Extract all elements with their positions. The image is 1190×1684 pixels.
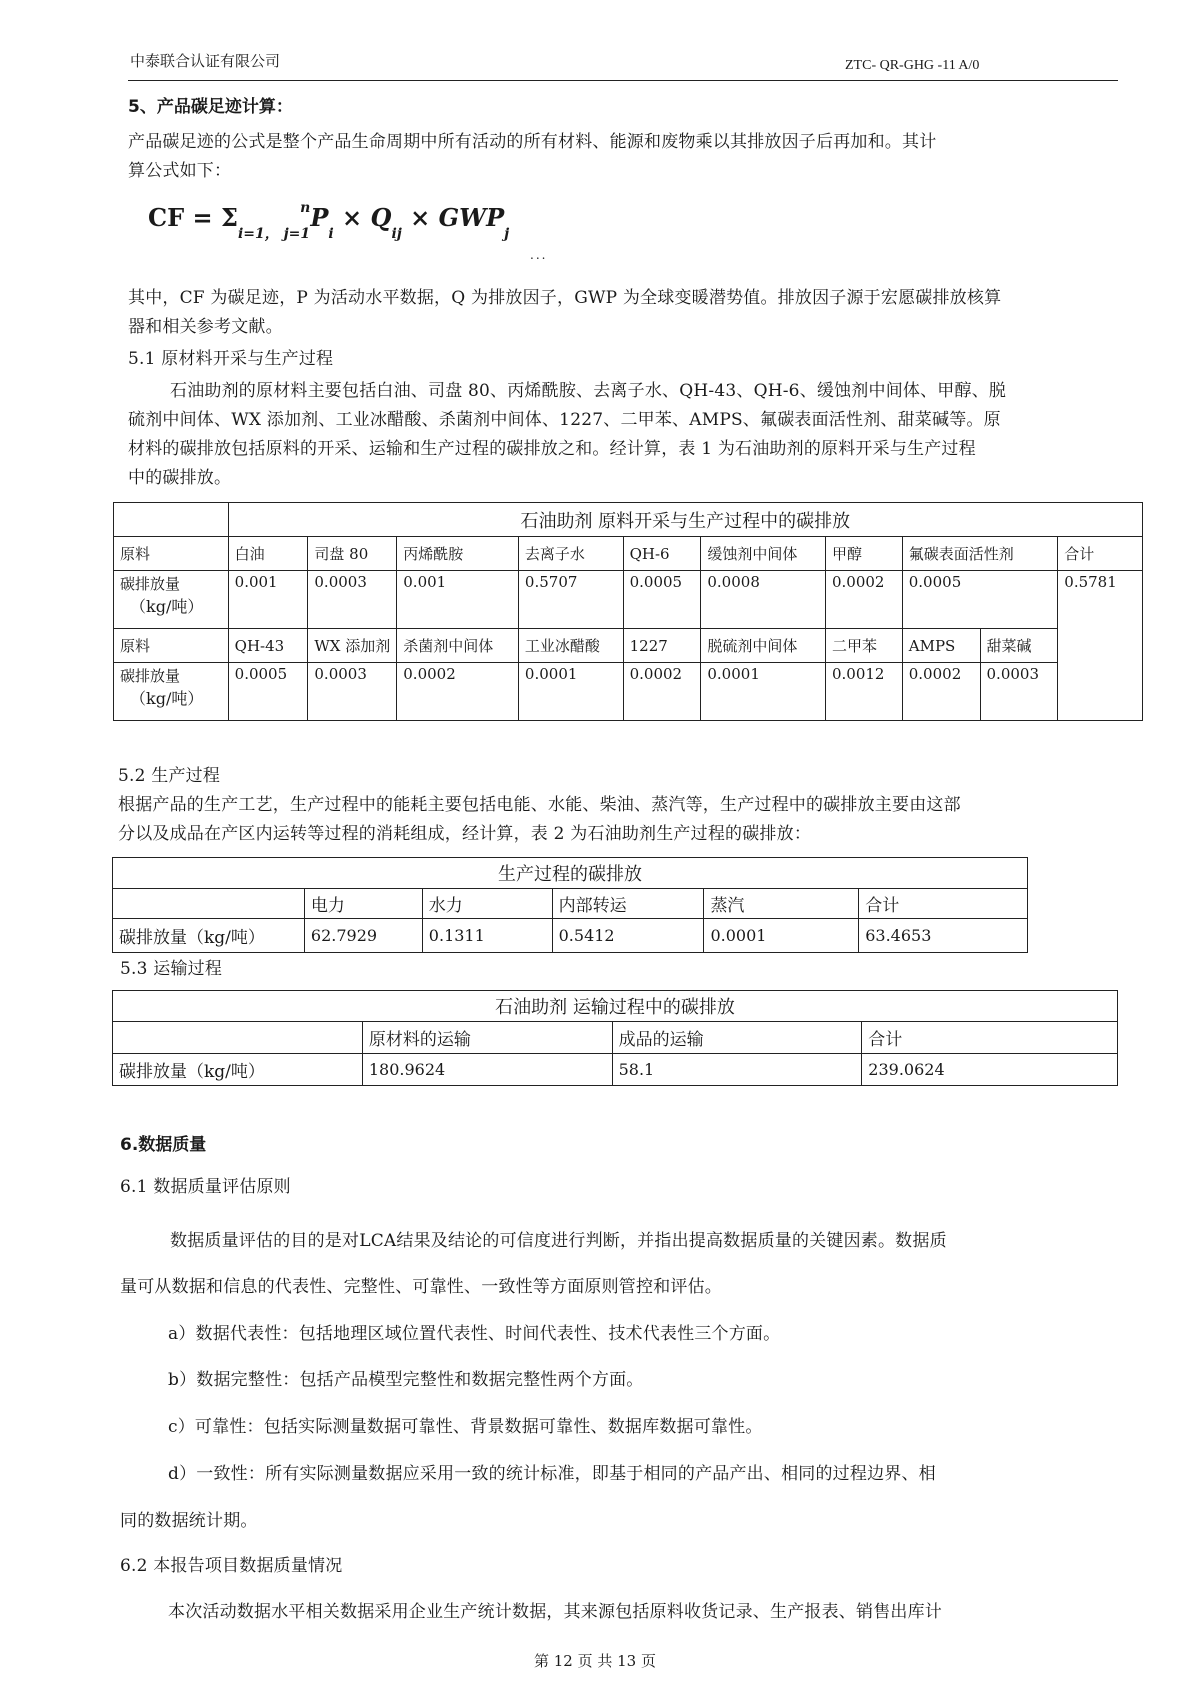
- table1-material: 甲醇: [825, 537, 902, 571]
- quality-item-a: a）数据代表性：包括地理区域位置代表性、时间代表性、技术代表性三个方面。: [168, 1324, 781, 1344]
- table3-header: 原材料的运输: [362, 1022, 612, 1054]
- quality-item-d-line2: 同的数据统计期。: [120, 1511, 258, 1531]
- table1-material: 司盘 80: [308, 537, 397, 571]
- table1-emission-label: 碳排放量 （kg/吨）: [114, 571, 229, 629]
- table1-title: 石油助剂 原料开采与生产过程中的碳排放: [228, 503, 1142, 537]
- table2-value: 0.0001: [704, 919, 859, 953]
- table3-value: 180.9624: [362, 1054, 612, 1086]
- table1-total-value: 0.5781: [1058, 571, 1143, 721]
- section51-line1: 石油助剂的原材料主要包括白油、司盘 80、丙烯酰胺、去离子水、QH-43、QH-6、缓蚀剂中间体、甲醇、脱: [170, 381, 1007, 401]
- table1-value: 0.0005: [902, 571, 1058, 629]
- table2-row-label: 碳排放量（kg/吨）: [113, 919, 305, 953]
- table1-material: 白油: [228, 537, 308, 571]
- section52-line2: 分以及成品在产区内运转等过程的消耗组成，经计算，表 2 为石油助剂生产过程的碳排放：: [118, 824, 812, 844]
- table1-value: 0.0003: [308, 571, 397, 629]
- formula-explain-line2: 器和相关参考文献。: [128, 317, 283, 337]
- section52-line1: 根据产品的生产工艺，生产过程中的能耗主要包括电能、水能、柴油、蒸汽等，生产过程中的碳排放主要由这部: [118, 795, 961, 815]
- section62-line1: 本次活动数据水平相关数据采用企业生产统计数据，其来源包括原料收货记录、生产报表、销售出库计: [168, 1602, 942, 1622]
- page-number: 第 12 页 共 13 页: [533, 1652, 656, 1670]
- table2-value: 0.1311: [422, 919, 552, 953]
- table3-header: 合计: [862, 1022, 1118, 1054]
- table1-value: 0.0001: [518, 663, 623, 721]
- formula-dots: ...: [530, 248, 548, 262]
- document-code: ZTC- QR-GHG -11 A/0: [845, 58, 980, 73]
- company-name: 中泰联合认证有限公司: [130, 52, 281, 70]
- table1-material: AMPS: [902, 629, 980, 663]
- table1-value: 0.5707: [518, 571, 623, 629]
- table1-value: 0.0003: [980, 663, 1058, 721]
- table1-material: 去离子水: [518, 537, 623, 571]
- table1-material: 二甲苯: [825, 629, 902, 663]
- table1-material: 丙烯酰胺: [397, 537, 519, 571]
- section61-title: 6.1 数据质量评估原则: [120, 1177, 291, 1197]
- table1-material: 氟碳表面活性剂: [902, 537, 1058, 571]
- table1-material: 工业冰醋酸: [518, 629, 623, 663]
- table2-header: 蒸汽: [704, 889, 859, 919]
- table1-material: WX 添加剂: [308, 629, 397, 663]
- table1-value: 0.0012: [825, 663, 902, 721]
- table1-emission-label: 碳排放量 （kg/吨）: [114, 663, 229, 721]
- table3-title: 石油助剂 运输过程中的碳排放: [113, 991, 1118, 1022]
- table2-title: 生产过程的碳排放: [113, 858, 1028, 889]
- table-raw-material-emissions: [113, 502, 1143, 721]
- table1-value: 0.0002: [623, 663, 701, 721]
- table2-header: 合计: [859, 889, 1028, 919]
- table3-row-label: 碳排放量（kg/吨）: [113, 1054, 363, 1086]
- table3-value: 239.0624: [862, 1054, 1118, 1086]
- section5-intro-line1: 产品碳足迹的公式是整个产品生命周期中所有活动的所有材料、能源和废物乘以其排放因子后再加和。其计: [128, 132, 937, 152]
- table2-header: 电力: [304, 889, 422, 919]
- table1-material: 1227: [623, 629, 701, 663]
- quality-item-d-line1: d）一致性：所有实际测量数据应采用一致的统计标准，即基于相同的产品产出、相同的过程边界、相: [168, 1464, 936, 1484]
- table1-value: 0.001: [397, 571, 519, 629]
- table1-value: 0.001: [228, 571, 308, 629]
- table1-value: 0.0005: [623, 571, 701, 629]
- section51-line4: 中的碳排放。: [128, 468, 232, 488]
- section51-title: 5.1 原材料开采与生产过程: [128, 349, 334, 369]
- table1-value: 0.0001: [701, 663, 826, 721]
- table-production-emissions: [112, 857, 1028, 953]
- table2-header: 水力: [422, 889, 552, 919]
- table1-value: 0.0002: [397, 663, 519, 721]
- section52-title: 5.2 生产过程: [118, 766, 221, 786]
- table1-value: 0.0008: [701, 571, 826, 629]
- table1-value: 0.0002: [902, 663, 980, 721]
- quality-item-b: b）数据完整性：包括产品模型完整性和数据完整性两个方面。: [168, 1370, 644, 1390]
- table1-material-label: 原料: [114, 537, 229, 571]
- section5-title: 5、产品碳足迹计算：: [128, 97, 293, 117]
- table1-material: 缓蚀剂中间体: [701, 537, 826, 571]
- table1-material-label: 原料: [114, 629, 229, 663]
- table-transport-emissions: [112, 990, 1118, 1086]
- table1-value: 0.0003: [308, 663, 397, 721]
- formula-explain-line1: 其中，CF 为碳足迹，P 为活动水平数据，Q 为排放因子，GWP 为全球变暖潜势值。排放因子源于宏愿碳排放核算: [128, 288, 1002, 308]
- table2-value: 0.5412: [552, 919, 704, 953]
- quality-item-c: c）可靠性：包括实际测量数据可靠性、背景数据可靠性、数据库数据可靠性。: [168, 1417, 763, 1437]
- section53-title: 5.3 运输过程: [120, 959, 223, 979]
- table1-material: QH-43: [228, 629, 308, 663]
- table1-material: 脱硫剂中间体: [701, 629, 826, 663]
- section51-line2: 硫剂中间体、WX 添加剂、工业冰醋酸、杀菌剂中间体、1227、二甲苯、AMPS、氟碳表面活性剂、甜菜碱等。原: [128, 410, 1001, 430]
- section62-title: 6.2 本报告项目数据质量情况: [120, 1556, 343, 1576]
- section61-line1: 数据质量评估的目的是对LCA结果及结论的可信度进行判断，并指出提高数据质量的关键因素。数据质: [170, 1231, 947, 1251]
- table2-value: 62.7929: [304, 919, 422, 953]
- table1-value: 0.0002: [825, 571, 902, 629]
- table1-material: 甜菜碱: [980, 629, 1058, 663]
- table2-header: 内部转运: [552, 889, 704, 919]
- table1-value: 0.0005: [228, 663, 308, 721]
- table2-value: 63.4653: [859, 919, 1028, 953]
- section51-line3: 材料的碳排放包括原料的开采、运输和生产过程的碳排放之和。经计算，表 1 为石油助剂的原料开采与生产过程: [128, 439, 976, 459]
- section61-line2: 量可从数据和信息的代表性、完整性、可靠性、一致性等方面原则管控和评估。: [120, 1277, 722, 1297]
- section6-title: 6.数据质量: [120, 1135, 207, 1155]
- table3-value: 58.1: [612, 1054, 862, 1086]
- header-divider: [128, 80, 1118, 81]
- table1-material: 杀菌剂中间体: [397, 629, 519, 663]
- carbon-footprint-formula: CF = $\Sigma_{i=1, j=1}^nP_i \times Q_{ij} \times GWP_j$: [148, 200, 510, 242]
- table1-material: QH-6: [623, 537, 701, 571]
- section5-intro-line2: 算公式如下：: [128, 161, 232, 181]
- table1-total-label: 合计: [1058, 537, 1143, 571]
- table3-header: 成品的运输: [612, 1022, 862, 1054]
